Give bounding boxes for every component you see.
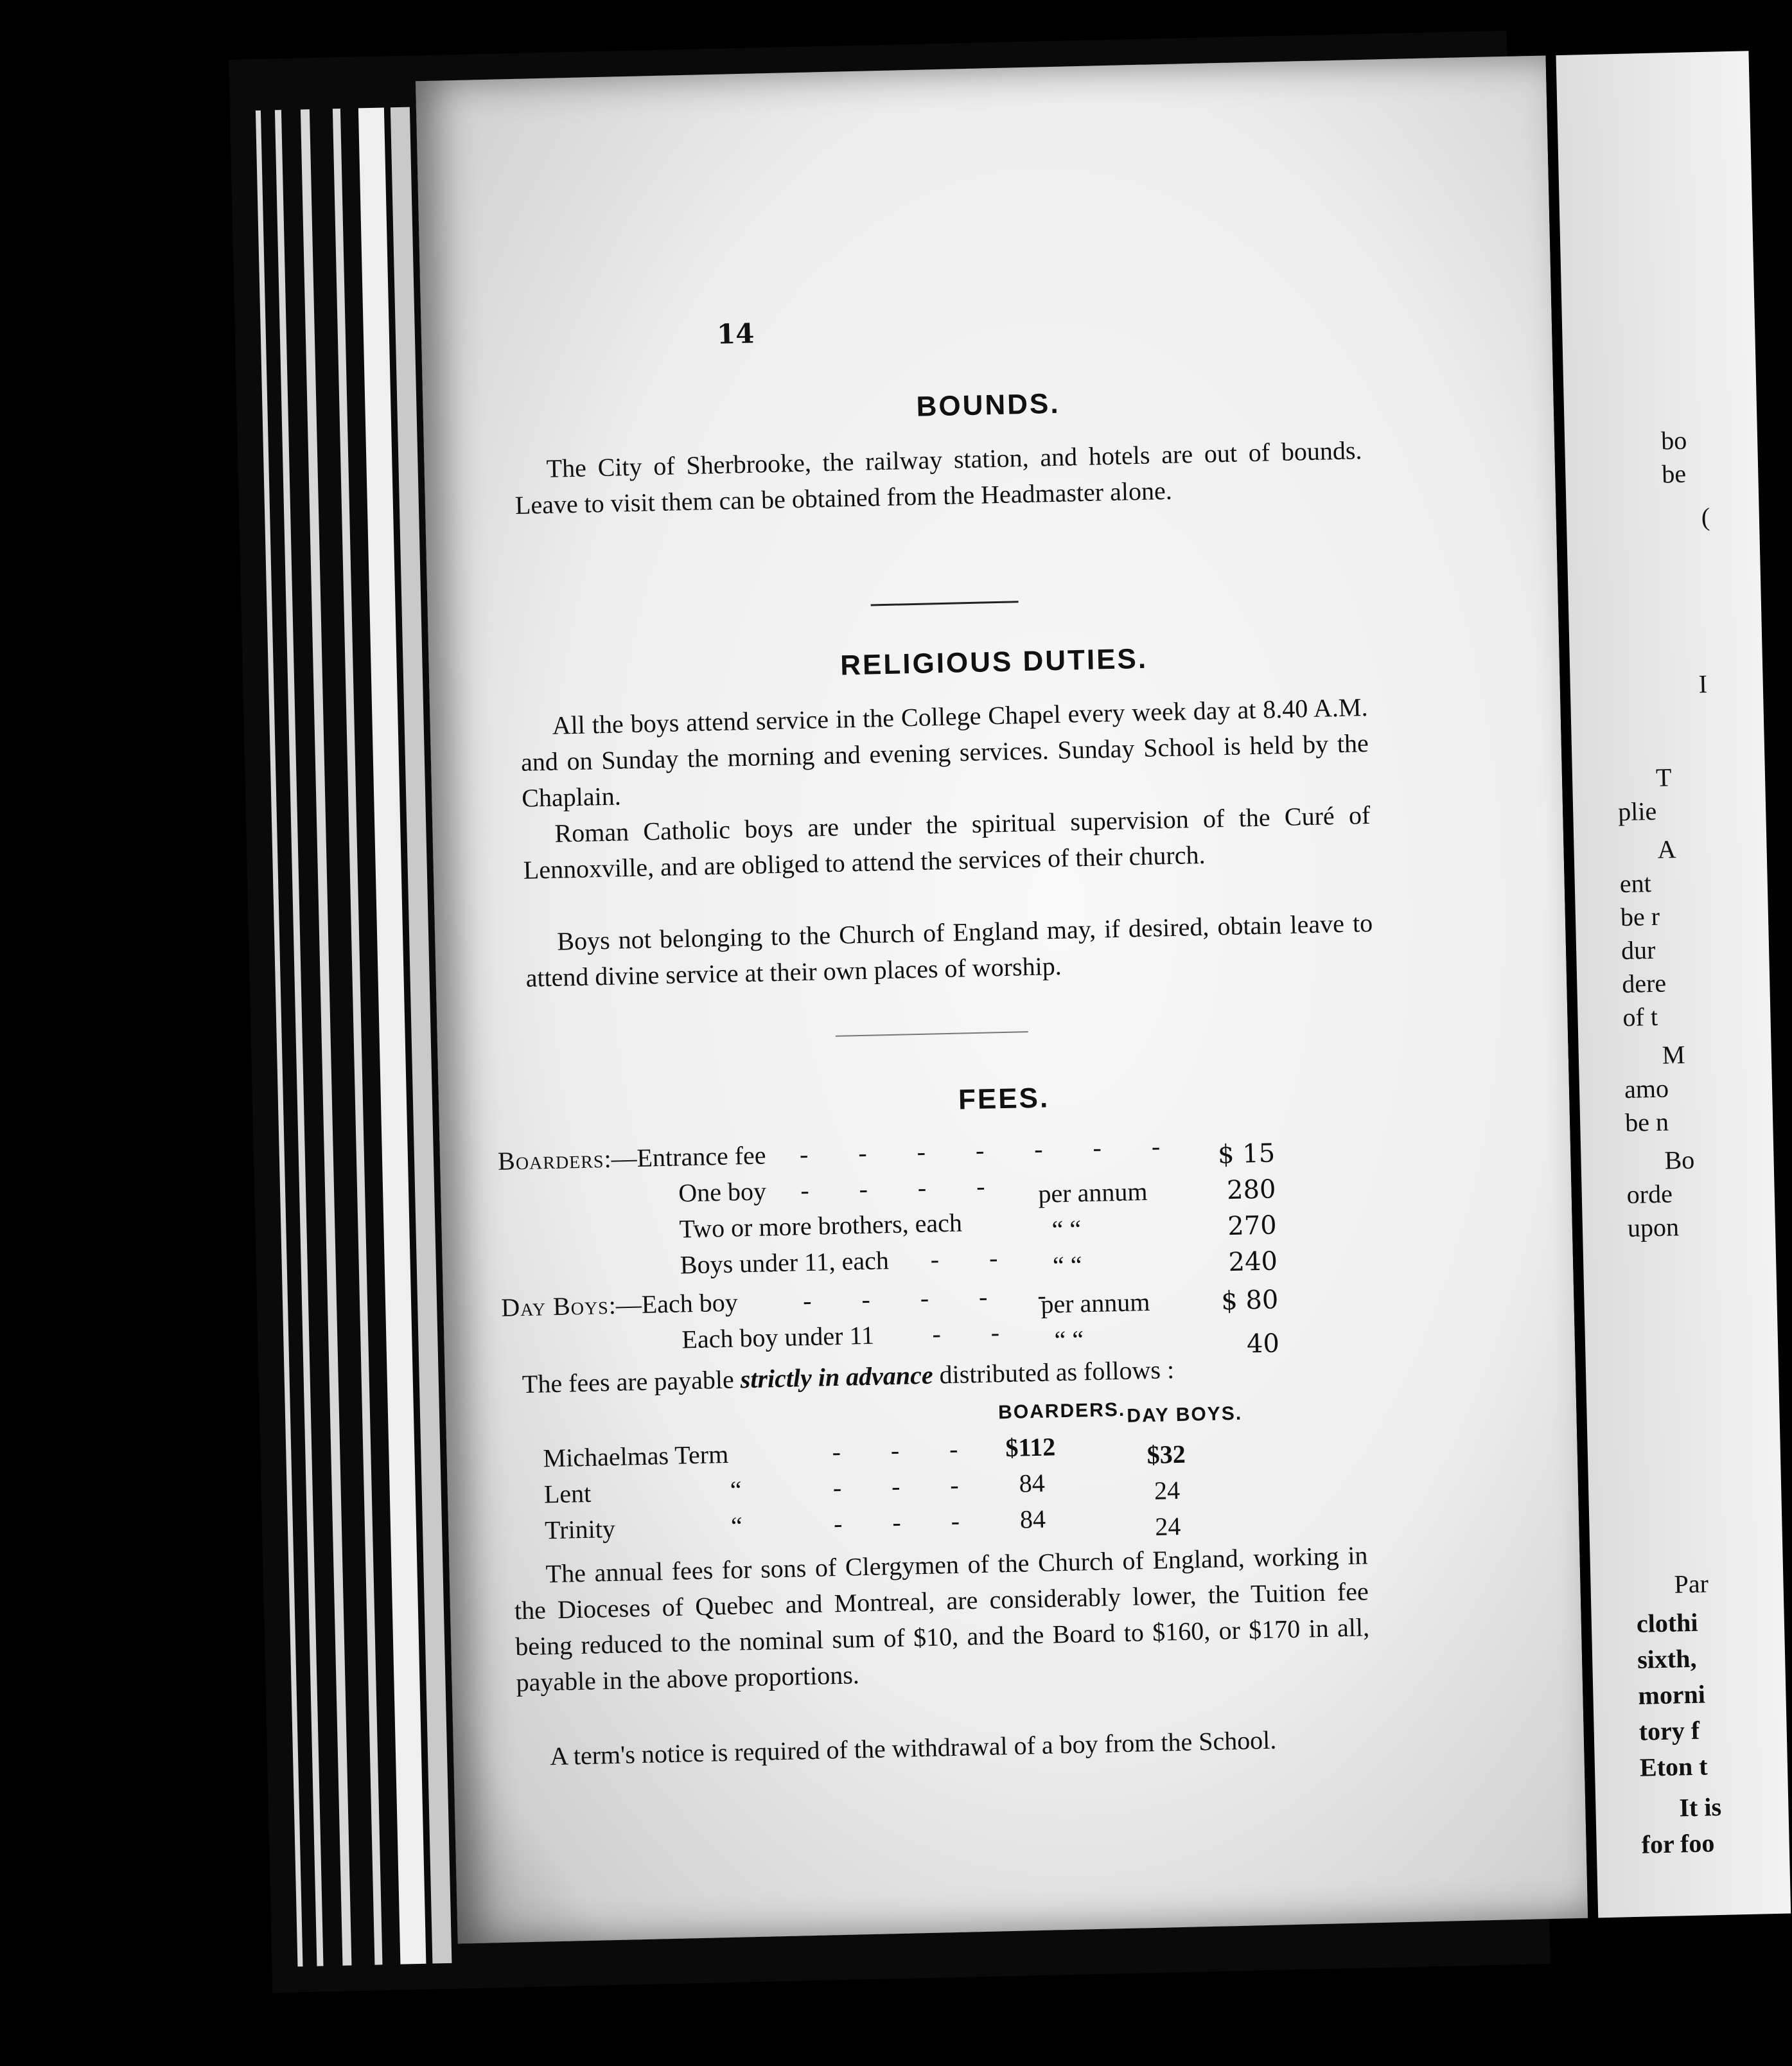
term-boarders-fee: 84: [1019, 1468, 1046, 1498]
leader-dots: - -: [931, 1317, 1022, 1348]
right-page-fragment: of t: [1622, 1002, 1658, 1032]
withdrawal-notice: A term's notice is required of the withdrawal of a boy from the School.: [549, 1725, 1277, 1771]
fee-amount: 280: [1226, 1174, 1276, 1206]
term-name: Trinity: [544, 1514, 616, 1545]
left-page: [416, 55, 1588, 1943]
term-day-fee: $32: [1146, 1439, 1186, 1470]
term-boarders-fee: $112: [1005, 1432, 1056, 1463]
fee-row-label: Boys under 11, each: [680, 1246, 890, 1280]
right-page-fragment: clothi: [1636, 1607, 1698, 1638]
religious-duties-heading: RELIGIOUS DUTIES.: [839, 642, 1148, 682]
clergy-fees-paragraph: The annual fees for sons of Clergymen of the Church of England, working in the Dioceses of Quebec and Montreal, are considerably lower, the Tuition fee being reduced to the nominal sum of $10, and the Board to $160, or $170 in all, payable in the above proportions.: [514, 1541, 1370, 1697]
right-page-fragment: T: [1655, 763, 1672, 792]
religious-paragraph-3: Boys not belonging to the Church of England may, if desired, obtain leave to attend divine service at their own places of worship.: [525, 908, 1373, 993]
right-page-fragment: dur: [1621, 935, 1656, 966]
right-page-fragment: be r: [1620, 901, 1660, 932]
day-boys-label: Day Boys: [500, 1291, 610, 1322]
fee-row-label: One boy: [678, 1176, 767, 1208]
payable-note: The fees are payable strictly in advance distributed as follows :: [522, 1355, 1175, 1399]
right-page-fragment: tory f: [1638, 1715, 1700, 1746]
fee-amount: 270: [1227, 1210, 1278, 1242]
leader-dots: - -: [930, 1242, 1020, 1274]
right-page-fragment: It is: [1678, 1792, 1722, 1823]
bounds-heading: BOUNDS.: [916, 387, 1061, 423]
right-page-fragment: morni: [1637, 1679, 1706, 1710]
term-day-fee: 24: [1154, 1475, 1181, 1505]
term-day-fee: 24: [1154, 1511, 1181, 1541]
fee-period: “ “: [1051, 1214, 1082, 1244]
fee-period: per annum: [1037, 1176, 1148, 1208]
religious-paragraph-2: Roman Catholic boys are under the spiritual supervision of the Curé of Lennoxville, and are obliged to attend the services of their church.: [523, 800, 1371, 885]
right-page-fragment: Par: [1674, 1569, 1709, 1599]
page-edge: [275, 110, 324, 1966]
religious-paragraph-1: All the boys attend service in the College Chapel every week day at 8.40 A.M. and on Sunday the morning and evening services. Sunday School is held by the Chaplain.: [520, 692, 1369, 813]
book-spread: [229, 31, 1722, 1993]
ditto-mark: “: [730, 1475, 742, 1505]
fee-period: “ “: [1052, 1250, 1083, 1280]
right-page-fragment: be: [1661, 459, 1687, 489]
right-page-fragment: Eton t: [1639, 1751, 1709, 1782]
right-page-fragment: (: [1701, 502, 1710, 532]
fee-amount: $ 80: [1220, 1285, 1279, 1316]
right-page-fragment: ent: [1619, 869, 1652, 899]
fee-row: Boarders:—Entrance fee: [497, 1140, 766, 1176]
section-divider: [836, 1031, 1028, 1037]
right-page-fragment: A: [1657, 834, 1676, 864]
bounds-text: The City of Sherbrooke, the railway station, and hotels are out of bounds. Leave to visit them can be obtained from the Headmaster alone.: [514, 436, 1362, 520]
right-page-fragment: M: [1662, 1039, 1685, 1070]
right-page-fragment: amo: [1624, 1073, 1669, 1104]
fee-amount: 40: [1246, 1329, 1280, 1359]
term-name: Michaelmas Term: [543, 1439, 729, 1473]
boarders-column-header: BOARDERS.: [997, 1399, 1126, 1424]
leader-dots: - - -: [832, 1469, 981, 1503]
right-page-fragment: Bo: [1664, 1145, 1695, 1175]
term-name: Lent: [543, 1478, 592, 1509]
boarders-label: Boarders: [497, 1144, 604, 1176]
leader-dots: - - - -: [800, 1170, 1007, 1205]
page-number: 14: [716, 317, 755, 350]
right-page-fragment: I: [1698, 669, 1708, 699]
fee-amount: $ 15: [1217, 1138, 1276, 1170]
day-boys-column-header: DAY BOYS.: [1126, 1402, 1243, 1427]
term-boarders-fee: 84: [1019, 1504, 1046, 1534]
right-page-fragment: orde: [1626, 1179, 1673, 1210]
right-page-fragment: for foo: [1641, 1828, 1715, 1859]
leader-dots: - - - - -: [802, 1280, 1069, 1316]
right-page-fragment: plie: [1617, 796, 1657, 827]
leader-dots: - - -: [832, 1433, 980, 1467]
fees-heading: FEES.: [958, 1082, 1050, 1116]
right-page-fragment: upon: [1627, 1212, 1680, 1243]
leader-dots: - - - - - - -: [799, 1131, 1182, 1169]
fee-amount: 240: [1228, 1246, 1278, 1278]
fee-row: Day Boys:—Each boy: [500, 1287, 739, 1322]
right-page-fragment: bo: [1660, 425, 1687, 455]
fee-row-label: Each boy under 11: [681, 1320, 875, 1354]
leader-dots: - - -: [833, 1505, 982, 1539]
fee-period: per annum: [1040, 1287, 1150, 1319]
fee-row-label: Two or more brothers, each: [679, 1208, 963, 1244]
right-page-fragment: be n: [1624, 1107, 1669, 1138]
fee-period: “ “: [1054, 1325, 1084, 1355]
ditto-mark: “: [730, 1511, 743, 1541]
right-page-fragment: sixth,: [1637, 1643, 1697, 1674]
section-divider: [871, 601, 1019, 606]
right-page-fragment: dere: [1621, 968, 1667, 999]
